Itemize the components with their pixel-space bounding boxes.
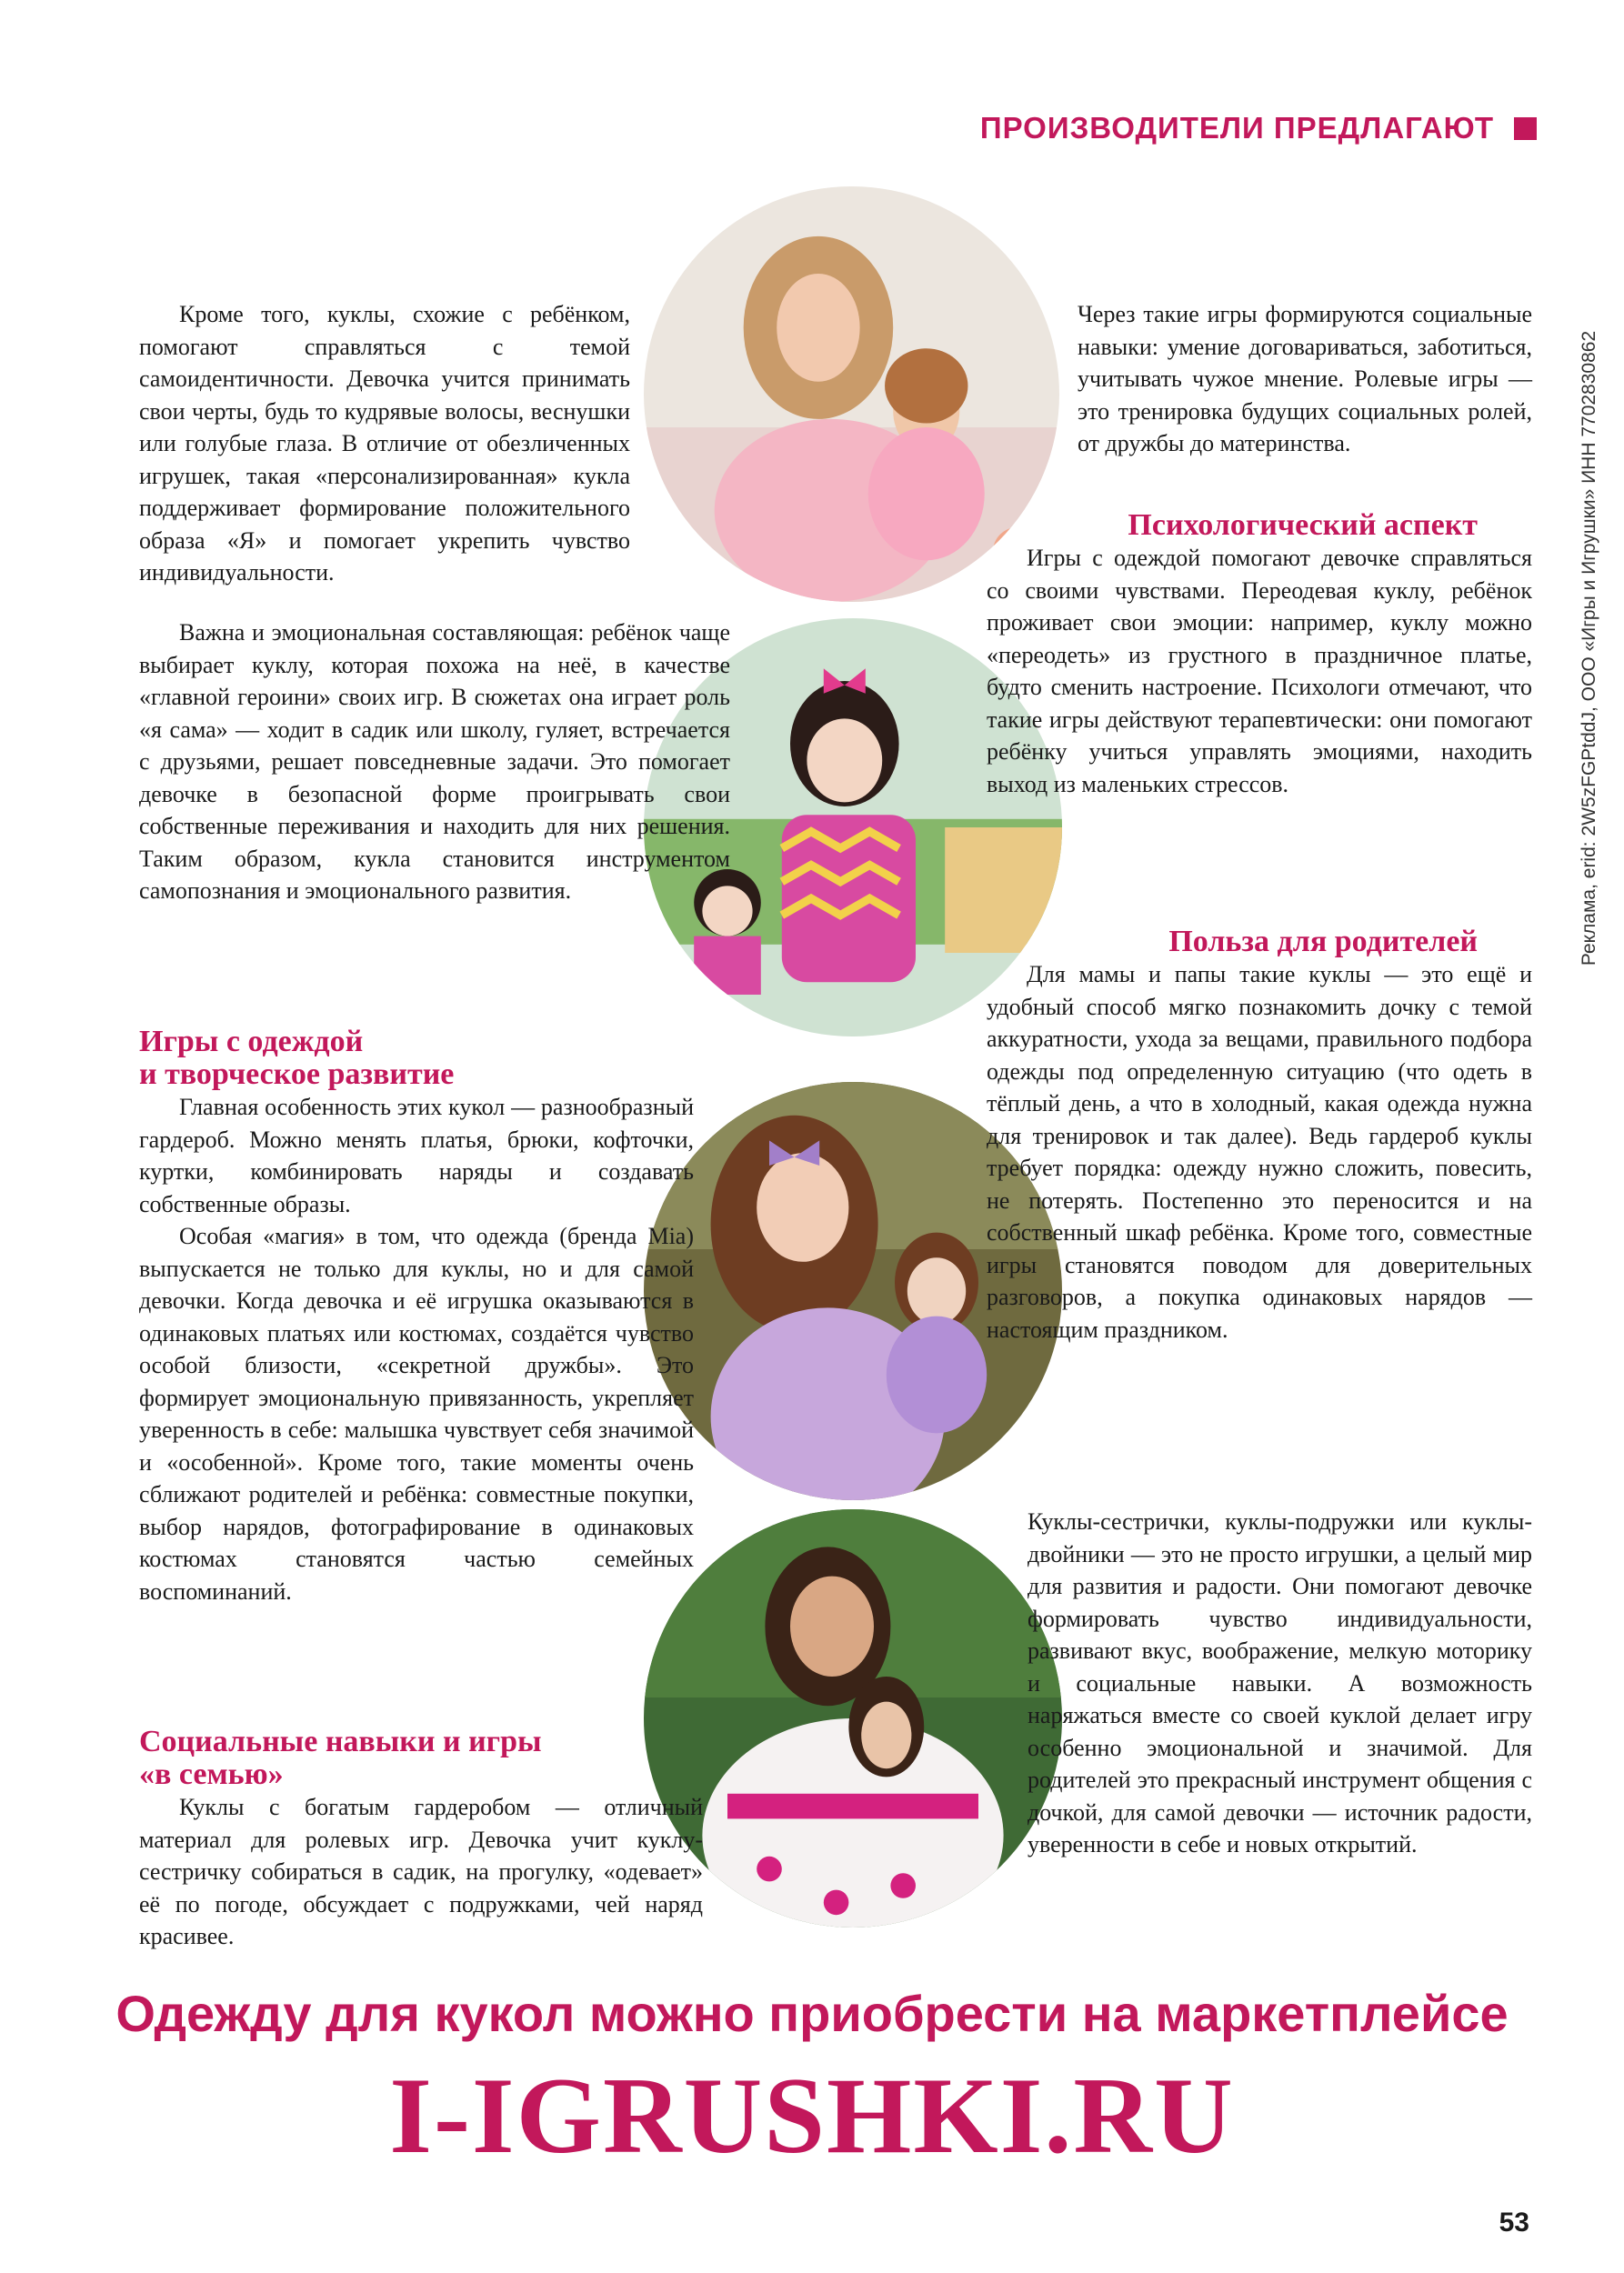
photo-girl-white-dress (644, 1509, 1062, 1928)
right-block-summary (1028, 1506, 1532, 1861)
heading-social-line-1: Социальные навыки и игры (139, 1725, 542, 1758)
heading-parents-benefit: Польза для родителей (1168, 925, 1478, 958)
heading-clothes-games (139, 1026, 694, 1091)
right-paragraph-4: Куклы-сестрички, куклы-подружки или куклы-двойники — это не просто игрушки, а целый мир для развития и радости. Они помогают девочке формировать чувство индивидуальности, развивают вкус, воображение, мелкую моторику и социальные навыки. А возможность наряжаться вместе со своей куклой делает игру особенно эмоциональной и значимой. Для родителей это прекрасный инструмент общения с дочкой, для самой девочки — источник радости, уверенности в себе и новых открытий. (1028, 1508, 1532, 1857)
left-block-emotion (139, 616, 730, 907)
cta-site-link[interactable]: I-IGRUSHKI.RU (389, 2055, 1235, 2176)
left-block-social (139, 1726, 703, 1953)
left-block-clothes (139, 1026, 694, 1607)
header-square-icon (1514, 117, 1537, 140)
right-paragraph-3: Для мамы и папы такие куклы — это ещё и удобный способ мягко познакомить дочку с темой аккуратности, ухода за вещами, правильного подбора одежды под определенную ситуацию (что одеть в тёплый день, а что в холодный, какая одежда нужна для тренировок и так далее). Ведь гардероб куклы требует порядка: одежду нужно сложить, повесить, не потерять. Постепенно это переносится и на собственный шкаф ребёнка. Кроме того, совместные игры становятся поводом для доверительных разговоров, а покупка одинаковых нарядов — настоящим праздником. (987, 961, 1532, 1343)
page-number: 53 (1499, 2208, 1529, 2238)
cta-marketplace-line: Одежду для кукол можно приобрести на маркетплейсе (115, 1985, 1509, 2042)
right-block-psych (987, 509, 1532, 800)
left-paragraph-5: Куклы с богатым гардеробом — отличный материал для ролевых игр. Девочка учит куклу-сестричку собираться в садик, на прогулку, «одевает» её по погоде, обсуждает с подружками, чей наряд красивее. (139, 1794, 703, 1949)
ad-disclosure: Реклама, erid: 2W5zFGPtddJ, ООО «Игры и Игрушки» ИНН 7702830862 (1579, 330, 1599, 966)
left-paragraph-3: Главная особенность этих кукол — разнообразный гардероб. Можно менять платья, брюки, кофточки, куртки, комбинировать наряды и создавать собственные образы. (139, 1094, 694, 1217)
left-paragraph-1: Кроме того, куклы, схожие с ребёнком, помогают справляться с темой самоидентичности. Девочка учится принимать свои черты, будь то кудрявые волосы, веснушки или голубые глаза. В отличие от обезличенных игрушек, такая «персонализированная» кукла поддерживает формирование положительного образа «Я» и помогает укрепить чувство индивидуальности. (139, 301, 630, 586)
heading-psychological-aspect: Психологический аспект (1128, 508, 1478, 542)
section-title: ПРОИЗВОДИТЕЛИ ПРЕДЛАГАЮТ (979, 111, 1494, 145)
right-block-roles (1078, 298, 1532, 460)
heading-social-skills (139, 1726, 703, 1791)
left-paragraph-2: Важна и эмоциональная составляющая: ребёнок чаще выбирает куклу, которая похожа на неё, в качестве «главной героини» своих игр. В сюжетах она играет роль «я сама» — ходит в садик или школу, гуляет, встречается с друзьями, решает повседневные задачи. Это помогает девочке в безопасной форме проигрывать свои собственные переживания и находить для них решения. Таким образом, кукла становится инструментом самопознания и эмоционального развития. (139, 619, 730, 904)
section-header (980, 111, 1537, 145)
heading-social-line-2: «в семью» (139, 1757, 284, 1791)
left-paragraph-4: Особая «магия» в том, что одежда (бренда Mia) выпускается не только для куклы, но и для самой девочки. Когда девочка и её игрушка оказываются в одинаковых платьях или костюмах, создаётся чувство особой близости, «секретной дружбы». Это формирует эмоциональную привязанность, укрепляет уверенность в себе: малышка чувствует себя значимой и «особенной». Кроме того, такие моменты очень сближают родителей и ребёнка: совместные покупки, выбор нарядов, фотографирование в одинаковых костюмах становятся частью семейных воспоминаний. (139, 1223, 694, 1605)
left-block-intro (139, 298, 630, 589)
right-paragraph-1: Через такие игры формируются социальные навыки: умение договариваться, заботиться, учитывать чужое мнение. Ролевые игры — это тренировка будущих социальных ролей, от дружбы до материнства. (1078, 301, 1532, 456)
right-block-parents (987, 926, 1532, 1346)
heading-clothes-line-2: и творческое развитие (139, 1057, 455, 1091)
heading-clothes-line-1: Игры с одеждой (139, 1025, 364, 1058)
right-paragraph-2: Игры с одеждой помогают девочке справляться со своими чувствами. Переодевая куклу, ребёнок проживает свои эмоции: например, куклу можно «переодеть» из грустного в праздничное платье, будто сменить настроение. Психологи отмечают, что такие игры действуют терапевтически: они помогают ребёнку учиться управлять эмоциями, находить выход из маленьких стрессов. (987, 545, 1532, 797)
photo-4-image (644, 1509, 1062, 1928)
